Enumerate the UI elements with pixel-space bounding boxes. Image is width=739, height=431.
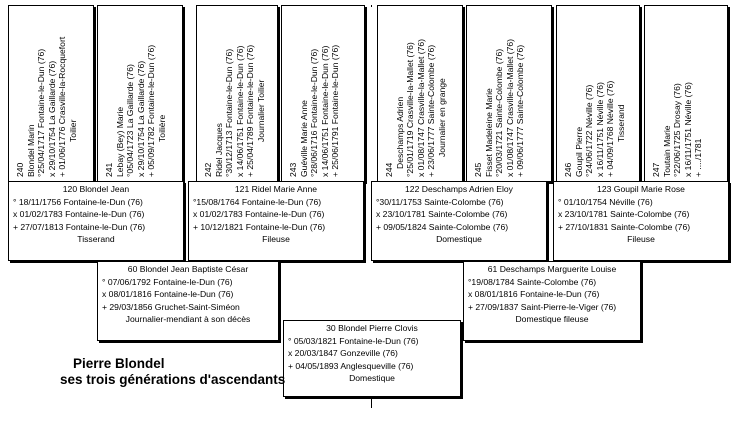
ancestor-number: 245 — [473, 162, 483, 177]
ancestor-box-241 — [97, 5, 183, 182]
death-line: + 10/12/1821 Fontaine-le-Dun (76) — [193, 221, 326, 232]
ancestor-number: 242 — [203, 162, 213, 177]
ancestor-name: Lebay (Bey) Marie — [114, 106, 125, 177]
death-line: + 23/06/1777 Sainte-Colombe (76) — [426, 44, 437, 177]
birth-line: °22/06/1725 Drosay (76) — [672, 83, 683, 177]
occupation: Fileuse — [262, 234, 290, 244]
occupation: Journalier Toilier — [255, 79, 266, 142]
marriage-line: x 01/02/1783 Fontaine-le-Dun (76) — [193, 209, 325, 219]
ancestor-title: 120 Blondel Jean — [62, 184, 130, 194]
birth-line: ° 18/11/1756 Fontaine-le-Dun (76) — [13, 196, 143, 207]
marriage-line: x 01/08/1747 Crasville-la-Mallet (76) — [504, 38, 515, 177]
birth-line: ° 07/06/1792 Fontaine-le-Dun (76) — [102, 276, 233, 287]
ancestor-name: Goupil Pierre — [573, 126, 584, 177]
marriage-line: x 29/10/1754 La Gaillarde (76) — [46, 60, 57, 177]
death-line: + 04/05/1893 Anglesqueville (76) — [288, 360, 414, 371]
ancestor-box-120 — [8, 181, 184, 261]
ancestor-number: 246 — [563, 162, 573, 177]
marriage-line: x 23/10/1781 Sainte-Colombe (76) — [558, 209, 690, 219]
marriage-line: x 14/06/1751 Fontaine-le-Dun (76) — [319, 45, 330, 177]
death-line: + 27/07/1813 Fontaine-le-Dun (76) — [13, 221, 146, 232]
ancestor-number: 244 — [384, 162, 394, 177]
ancestor-name: Guéville Marie Anne — [298, 100, 309, 177]
occupation: Fileuse — [627, 234, 655, 244]
marriage-line: x 23/10/1781 Sainte-Colombe (76) — [376, 209, 508, 219]
death-line: + 27/10/1831 Sainte-Colombe (76) — [558, 221, 691, 232]
death-line: + 09/06/1777 Sainte-Colombe (76) — [515, 44, 526, 177]
birth-line: °25/04/1717 Fontaine-le-Dun (76) — [36, 48, 47, 177]
ancestor-title: 121 Ridel Marie Anne — [234, 184, 318, 194]
ancestor-name: Ridel Jacques — [213, 123, 224, 177]
ancestor-name: Toutain Marie — [661, 125, 672, 177]
occupation: Toilière — [156, 114, 167, 142]
birth-line: °15/08/1764 Fontaine-le-Dun (76) — [193, 196, 322, 207]
birth-line: °28/06/1716 Fontaine-le-Dun (76) — [309, 48, 320, 177]
ancestor-title: 61 Deschamps Marguerite Louise — [487, 264, 617, 274]
occupation: Toilier — [67, 119, 78, 142]
ancestor-box-240 — [8, 5, 94, 182]
death-line: + ..../1781 — [693, 138, 704, 177]
ancestor-box-60 — [97, 261, 279, 341]
birth-line: ° 01/10/1754 Néville (76) — [558, 196, 653, 207]
birth-line: °25/01/1719 Crasville-la-Mallet (76) — [405, 42, 416, 177]
ancestor-box-121 — [188, 181, 364, 261]
death-line: + 27/09/1837 Saint-Pierre-le-Viger (76) — [468, 301, 617, 312]
ancestor-box-122 — [371, 181, 547, 261]
occupation: Domestique — [349, 373, 395, 383]
marriage-line: x 20/03/1847 Gonzeville (76) — [288, 348, 398, 358]
ancestor-number: 240 — [15, 162, 25, 177]
death-line: + 29/03/1856 Gruchet-Saint-Siméon — [102, 301, 240, 312]
ancestor-box-123 — [553, 181, 729, 261]
connector — [371, 5, 372, 7]
occupation: Tisserand — [615, 104, 626, 142]
ancestor-number: 247 — [651, 162, 661, 177]
ancestor-box-244 — [377, 5, 463, 182]
marriage-line: x 01/08/1747 Crasville-la-Mallet (76) — [415, 38, 426, 177]
marriage-line: x 16/11/1751 Néville (76) — [682, 82, 693, 177]
subject-box-30 — [283, 320, 461, 397]
birth-line: °24/06/1722 Néville (76) — [584, 84, 595, 177]
birth-line: °05/04/1723 La Gaillarde (76) — [125, 64, 136, 177]
birth-line: °30/12/1713 Fontaine-le-Dun (76) — [224, 48, 235, 177]
marriage-line: x 29/10/1754 La Gaillarde (76) — [135, 60, 146, 177]
birth-line: °30/11/1753 Sainte-Colombe (76) — [376, 196, 504, 207]
caption-line-1: Pierre Blondel — [73, 356, 165, 371]
ancestor-box-247 — [644, 5, 728, 182]
ancestor-box-61 — [463, 261, 641, 341]
birth-line: °19/08/1784 Sainte-Colombe (76) — [468, 276, 597, 287]
birth-line: °20/03/1721 Sainte-Colombe (76) — [494, 48, 505, 177]
marriage-line: x 01/02/1783 Fontaine-le-Dun (76) — [13, 209, 145, 219]
occupation: Domestique — [436, 234, 482, 244]
ancestor-title: 122 Deschamps Adrien Eloy — [405, 184, 513, 194]
ancestor-box-246 — [556, 5, 640, 182]
ancestor-box-242 — [196, 5, 278, 182]
death-line: + 04/09/1768 Néville (76) — [605, 80, 616, 177]
marriage-line: x 14/06/1751 Fontaine-le-Dun (76) — [234, 45, 245, 177]
ancestor-title: 60 Blondel Jean Baptiste César — [127, 264, 249, 274]
ancestor-box-245 — [466, 5, 552, 182]
death-line: + 05/09/1782 Fontaine-le-Dun (76) — [146, 44, 157, 177]
ancestor-number: 241 — [104, 162, 114, 177]
subject-title: 30 Blondel Pierre Clovis — [326, 323, 418, 333]
death-line: + 25/06/1791 Fontaine-le-Dun (76) — [330, 44, 341, 177]
birth-line: ° 05/03/1821 Fontaine-le-Dun (76) — [288, 335, 419, 346]
chart-caption — [60, 356, 285, 388]
occupation: Journalier-mendiant à son décès — [125, 314, 251, 324]
ancestor-name: Fisset Madeleine Marie — [483, 88, 494, 177]
death-line: + 01/06/1776 Crasville-la-Rocquefort — [57, 36, 68, 177]
caption-line-2: ses trois générations d'ascendants — [60, 372, 286, 387]
death-line: + 09/05/1824 Sainte-Colombe (76) — [376, 221, 509, 232]
occupation: Tisserand — [77, 234, 115, 244]
ancestor-title: 123 Goupil Marie Rose — [597, 184, 685, 194]
ancestor-name: Deschamps Adrien — [394, 96, 405, 169]
occupation: Domestique fileuse — [515, 314, 589, 324]
occupation: Journalier en grange — [436, 78, 447, 157]
marriage-line: x 08/01/1816 Fontaine-le-Dun (76) — [468, 289, 600, 299]
ancestor-name: Blondel Marin — [25, 124, 36, 177]
ancestor-number: 243 — [288, 162, 298, 177]
marriage-line: x 16/11/1751 Néville (76) — [594, 82, 605, 177]
death-line: + 25/04/1789 Fontaine-le-Dun (76) — [245, 44, 256, 177]
ancestor-box-243 — [281, 5, 365, 182]
connector — [371, 396, 372, 408]
marriage-line: x 08/01/1816 Fontaine-le-Dun (76) — [102, 289, 234, 299]
